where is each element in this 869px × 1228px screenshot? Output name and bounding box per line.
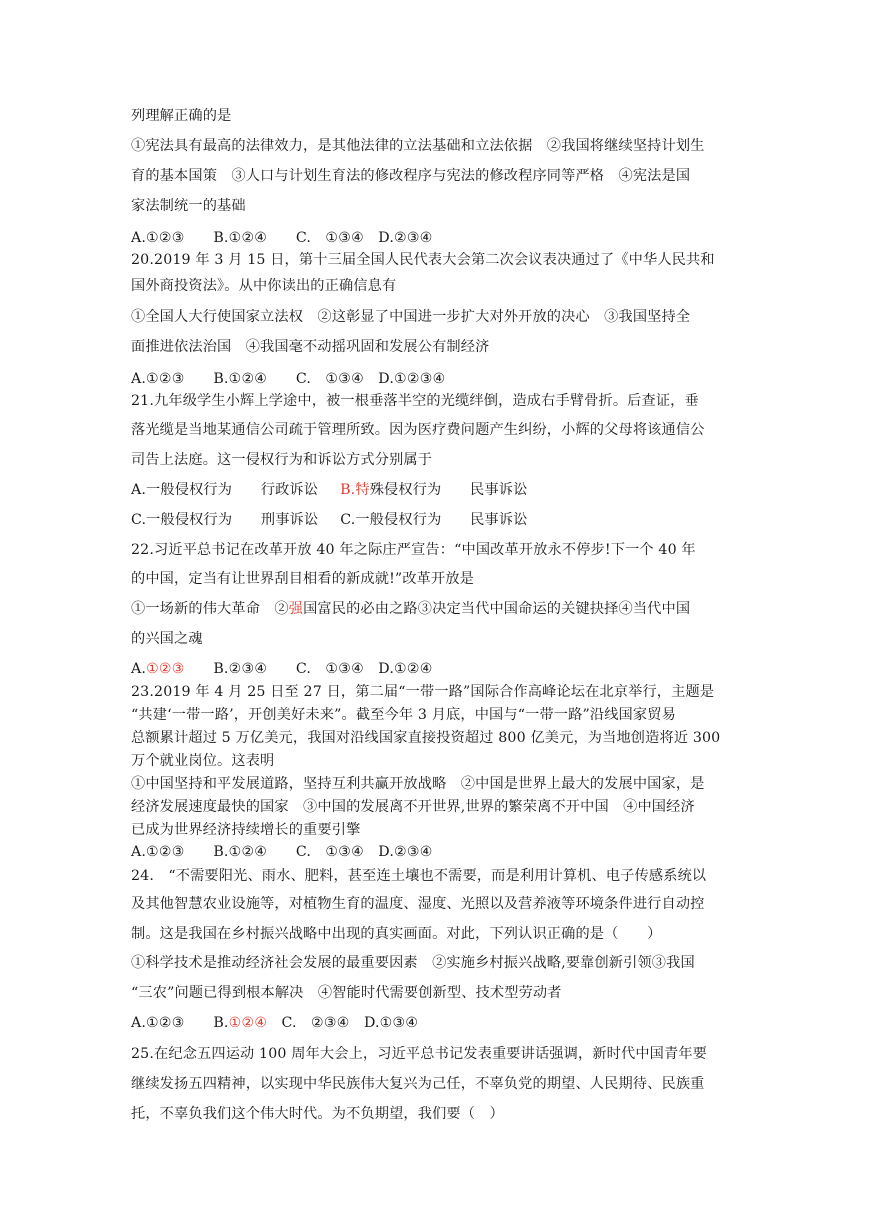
q21-stem-line-2: 落光缆是当地某通信公司疏于管理所致。因为医疗费问题产生纠纷，小辉的父母将该通信公 <box>131 422 705 438</box>
q22-answer-highlight: ①②③ <box>146 661 185 677</box>
q23-stem-line-4: 万个就业岗位。这表明 <box>131 753 275 769</box>
q21-option-b: 殊侵权行为 民事诉讼 <box>369 482 528 498</box>
q19-options-line-3: 家法制统一的基础 <box>131 198 246 214</box>
q22-options-line-1: ①一场新的伟大革命 ②强国富民的必由之路③决定当代中国命运的关键抉择④当代中国 <box>131 601 691 617</box>
q19-options-line-1: ①宪法具有最高的法律效力，是其他法律的立法基础和立法依据 ②我国将继续坚持计划生 <box>131 138 705 154</box>
q19-options-line-2: 育的基本国策 ③人口与计划生育法的修改程序与宪法的修改程序同等严格 ④宪法是国 <box>131 168 691 184</box>
q20-options-line-1: ①全国人大行使国家立法权 ②这彰显了中国进一步扩大对外开放的决心 ③我国坚持全 <box>131 309 691 325</box>
q24-stem-line-3: 制。这是我国在乡村振兴战略中出现的真实画面。对此，下列认识正确的是（ ） <box>131 926 662 942</box>
q23-answer-choices: A.①②③ B.①②④ C. ①③④ D.②③④ <box>131 844 433 860</box>
q22-highlight: 强 <box>288 601 304 617</box>
q22-stem-line-2: 的中国，定当有让世界刮目相看的新成就!”改革开放是 <box>131 571 475 587</box>
q22-options-line-2: 的兴国之魂 <box>131 631 203 647</box>
q23-stem-line-3: 总额累计超过 5 万亿美元，我国对沿线国家直接投资超过 800 亿美元，为当地创造将近 300 <box>131 730 721 746</box>
q24-stem-line-2: 及其他智慧农业设施等，对植物生育的温度、湿度、光照以及营养液等环境条件进行自动控 <box>131 896 705 912</box>
q25-stem-line-3: 托，不辜负我们这个伟大时代。为不负期望，我们要（ ） <box>131 1106 504 1122</box>
q23-options-line-3: 已成为世界经济持续增长的重要引擎 <box>131 822 361 838</box>
q21-stem-line-3: 司告上法庭。这一侵权行为和诉讼方式分别属于 <box>131 452 433 468</box>
q21-option-d: C.一般侵权行为 民事诉讼 <box>340 512 528 528</box>
q21-options-row-1 <box>131 480 741 500</box>
q23-stem-line-1: 23.2019 年 4 月 25 日至 27 日，第二届“一带一路”国际合作高峰论坛在北京举行，主题是 <box>131 684 715 700</box>
q19-stem-end: 列理解正确的是 <box>131 108 232 124</box>
q21-options-row-2 <box>131 510 741 530</box>
q22-stem-line-1: 22.习近平总书记在改革开放 40 年之际庄严宣告：“中国改革开放永不停步!下一个 40 年 <box>131 542 696 558</box>
q23-options-line-1: ①中国坚持和平发展道路，坚持互利共赢开放战略 ②中国是世界上最大的发展中国家，是 <box>131 776 705 792</box>
q24-options-line-1: ①科学技术是推动经济社会发展的最重要因素 ②实施乡村振兴战略,要靠创新引领③我国 <box>131 955 695 971</box>
q25-stem-line-2: 继续发扬五四精神，以实现中华民族伟大复兴为己任，不辜负党的期望、人民期待、民族重 <box>131 1076 705 1092</box>
q20-stem-line-2: 国外商投资法》。从中你读出的正确信息有 <box>131 278 397 294</box>
q24-answer-choices: A.①②③ B.①②④ C. ②③④ D.①③④ <box>131 1015 419 1031</box>
q25-stem-line-1: 25.在纪念五四运动 100 周年大会上，习近平总书记发表重要讲话强调，新时代中国青年要 <box>131 1046 708 1062</box>
q21-option-b-highlight: B.特 <box>340 482 370 498</box>
q21-option-c: C.一般侵权行为 刑事诉讼 <box>131 512 319 528</box>
q24-stem-line-1: 24. “不需要阳光、雨水、肥料，甚至连土壤也不需要，而是利用计算机、电子传感系统以 <box>131 868 707 884</box>
q20-answer-choices: A.①②③ B.①②④ C. ①③④ D.①②③④ <box>131 371 446 387</box>
q24-answer-highlight: ①②④ <box>228 1015 268 1031</box>
q23-options-line-2: 经济发展速度最快的国家 ③中国的发展离不开世界,世界的繁荣离不开中国 ④中国经济 <box>131 799 695 815</box>
q20-options-line-2: 面推进依法治国 ④我国毫不动摇巩固和发展公有制经济 <box>131 339 490 355</box>
q21-stem-line-1: 21.九年级学生小辉上学途中，被一根垂落半空的光缆绊倒，造成右手臂骨折。后查证，垂 <box>131 393 699 409</box>
q20-stem-line-1: 20.2019 年 3 月 15 日，第十三届全国人民代表大会第二次会议表决通过了《中华人民共和 <box>131 252 715 268</box>
q19-answer-choices: A.①②③ B.①②④ C. ①③④ D.②③④ <box>131 230 433 246</box>
q22-answer-choices: A.①②③ B.②③④ C. ①③④ D.①②④ <box>131 661 433 677</box>
q23-stem-line-2: “共建‘一带一路’，开创美好未来”。截至今年 3 月底，中国与“一带一路”沿线国家贸易 <box>131 707 676 723</box>
q21-option-a: A.一般侵权行为 行政诉讼 <box>131 482 319 498</box>
q24-options-line-2: “三农”问题已得到根本解决 ④智能时代需要创新型、技术型劳动者 <box>131 985 562 1001</box>
